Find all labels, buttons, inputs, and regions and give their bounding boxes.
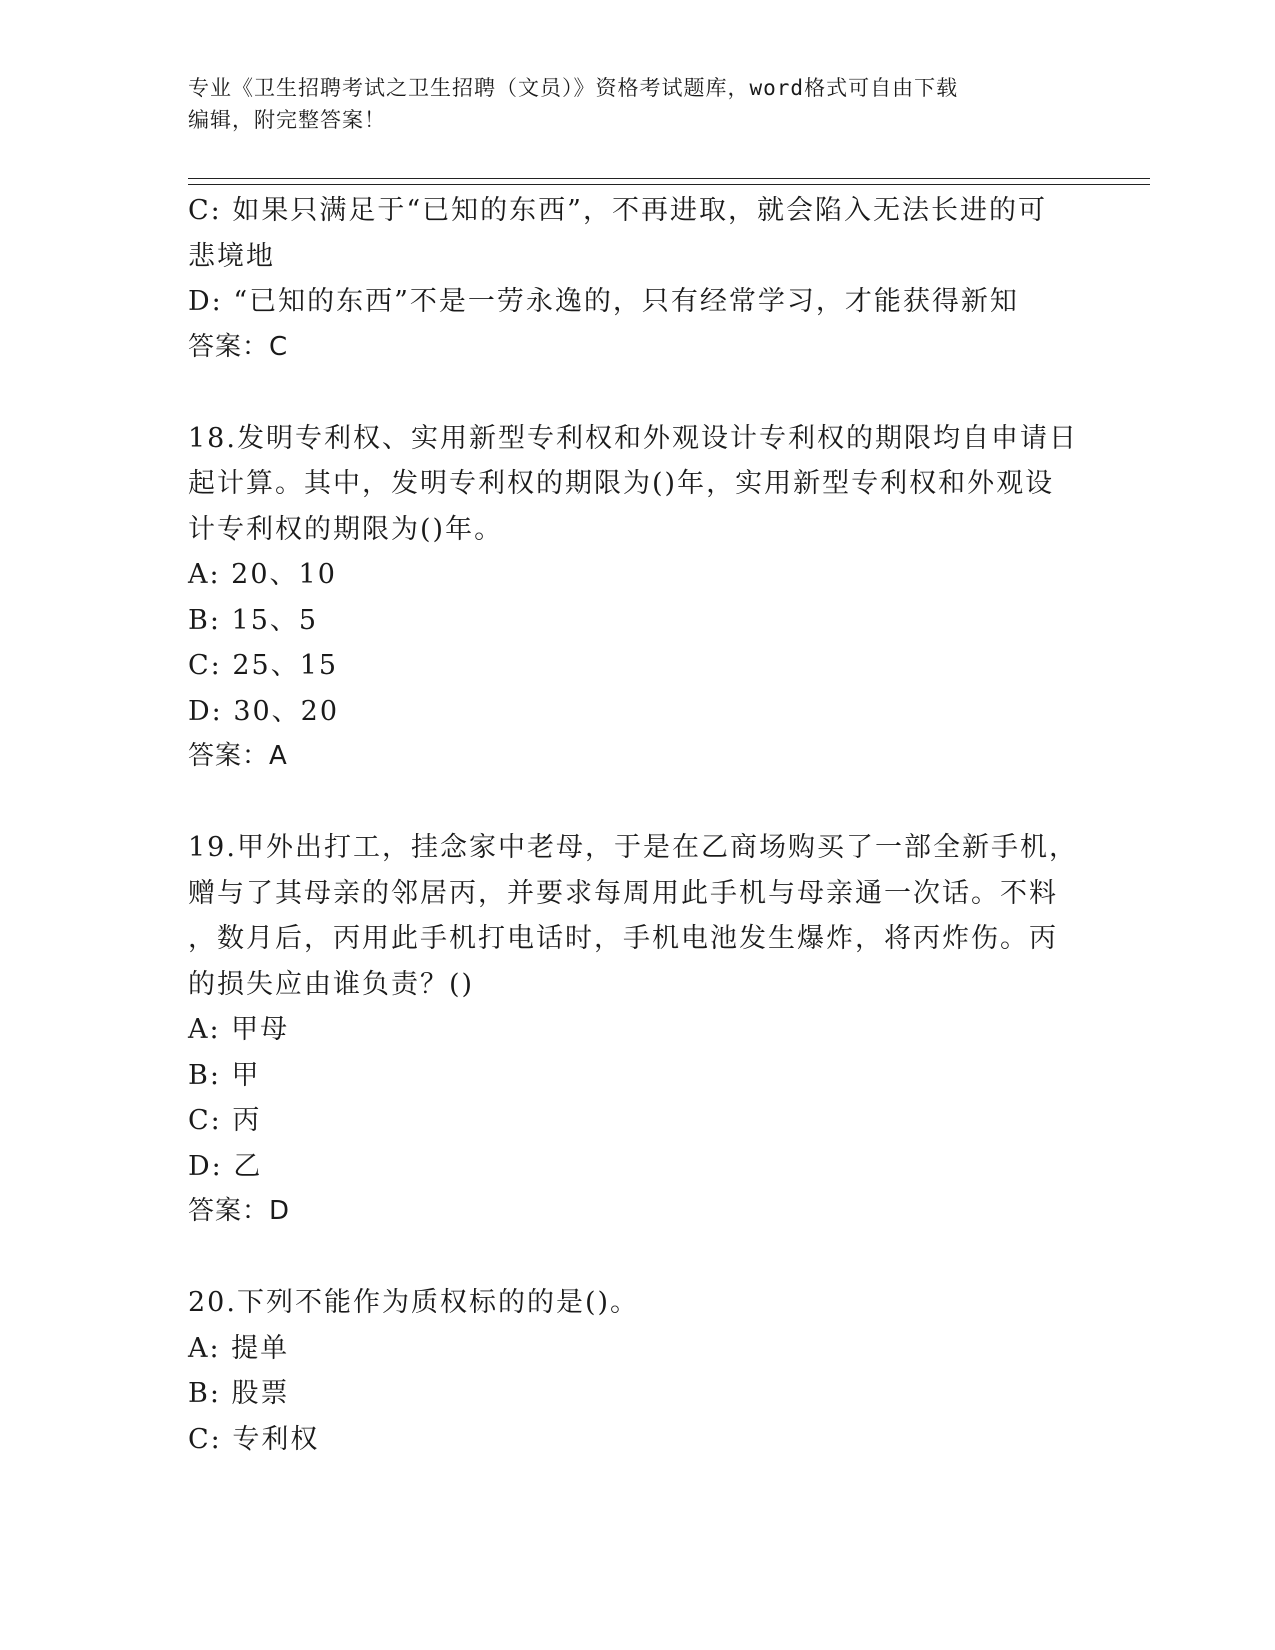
q19-option-a: A: 甲母 [188, 1014, 290, 1045]
q20-option-c: C: 专利权 [188, 1423, 320, 1455]
question-18 [188, 416, 1088, 780]
q18-option-c: C: 25、15 [188, 650, 339, 681]
q20-stem-line-1: 20.下列不能作为质权标的的是()。 [188, 1287, 640, 1318]
q19-stem-line-4: 的损失应由谁负责？() [188, 968, 475, 1000]
q17-option-c-line-1: C: 如果只满足于“已知的东西”，不再进取，就会陷入无法长进的可 [188, 195, 1047, 226]
q17-option-c-line-2: 悲境地 [188, 240, 275, 272]
q18-option-d: D: 30、20 [188, 695, 340, 727]
document-header [188, 72, 1068, 136]
q18-stem-line-2: 起计算。其中，发明专利权的期限为()年，实用新型专利权和外观设 [188, 468, 1055, 499]
q19-option-b: B: 甲 [188, 1059, 261, 1091]
q18-option-a: A: 20、10 [188, 559, 337, 590]
q17-option-d: D: “已知的东西”不是一劳永逸的，只有经常学习，才能获得新知 [188, 286, 1019, 317]
question-content [188, 188, 1088, 1462]
q18-stem-line-1: 18.发明专利权、实用新型专利权和外观设计专利权的期限均自申请日 [188, 422, 1078, 454]
header-rule-bottom [188, 184, 1150, 185]
q20-option-b: B: 股票 [188, 1378, 290, 1409]
q19-stem-line-1: 19.甲外出打工，挂念家中老母，于是在乙商场购买了一部全新手机， [188, 832, 1078, 863]
q18-option-b: B: 15、5 [188, 604, 319, 636]
question-20 [188, 1280, 1088, 1462]
q18-stem-line-3: 计专利权的期限为()年。 [188, 513, 504, 545]
spacer [188, 780, 1088, 826]
spacer [188, 1235, 1088, 1281]
q19-answer: 答案：D [188, 1196, 291, 1226]
q18-answer: 答案：A [188, 741, 288, 771]
header-title-line-1: 专业《卫生招聘考试之卫生招聘（文员）》资格考试题库，word格式可自由下载 [188, 76, 959, 100]
q20-option-a: A: 提单 [188, 1332, 290, 1364]
q19-option-c: C: 丙 [188, 1105, 262, 1136]
header-title-line-2: 编辑，附完整答案！ [188, 108, 386, 132]
question-19 [188, 825, 1088, 1235]
header-rule-top [188, 178, 1150, 179]
q17-answer: 答案：C [188, 331, 289, 362]
q19-option-d: D: 乙 [188, 1150, 263, 1182]
q19-stem-line-2: 赠与了其母亲的邻居丙，并要求每周用此手机与母亲通一次话。不料 [188, 877, 1058, 909]
q19-stem-line-3: ，数月后，丙用此手机打电话时，手机电池发生爆炸，将丙炸伤。丙 [188, 923, 1058, 954]
spacer [188, 370, 1088, 416]
question-17-tail [188, 188, 1088, 370]
